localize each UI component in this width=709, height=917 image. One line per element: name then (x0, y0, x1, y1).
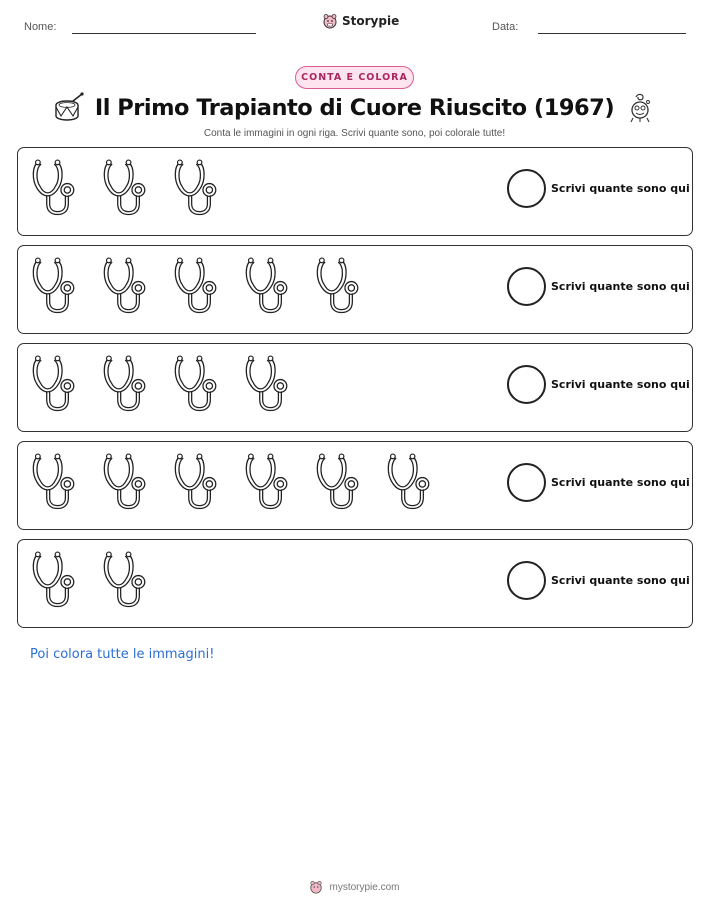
stethoscope-icon[interactable] (243, 450, 302, 516)
stethoscope-icon[interactable] (101, 450, 160, 516)
icon-group (30, 450, 444, 516)
date-label: Data: (492, 21, 519, 33)
answer-label: Scrivi quante sono qui (551, 476, 690, 489)
stethoscope-icon[interactable] (30, 548, 89, 614)
storypie-logo-icon (309, 880, 323, 894)
icon-group (30, 156, 231, 222)
brand-name: Storypie (342, 14, 400, 28)
stethoscope-icon[interactable] (101, 352, 160, 418)
instructions: Conta le immagini in ogni riga. Scrivi quante sono, poi colorale tutte! (203, 128, 506, 139)
counting-row (17, 343, 693, 432)
icon-group (30, 352, 302, 418)
icon-group (30, 548, 160, 614)
stethoscope-icon[interactable] (30, 254, 89, 320)
answer-label: Scrivi quante sono qui (551, 280, 690, 293)
icon-group (30, 254, 373, 320)
storypie-logo-icon (322, 13, 338, 29)
answer-circle[interactable] (507, 365, 546, 404)
stethoscope-icon[interactable] (243, 254, 302, 320)
stethoscope-icon[interactable] (314, 254, 373, 320)
answer-circle[interactable] (507, 267, 546, 306)
name-label: Nome: (24, 21, 57, 33)
footer-note: Poi colora tutte le immagini! (30, 647, 215, 662)
drum-icon (53, 92, 85, 124)
name-line[interactable] (72, 33, 256, 34)
stethoscope-icon[interactable] (172, 156, 231, 222)
doodle-icon (624, 92, 656, 124)
activity-tag (295, 66, 414, 89)
title-row (0, 91, 709, 125)
counting-rows (17, 147, 693, 637)
stethoscope-icon[interactable] (30, 156, 89, 222)
stethoscope-icon[interactable] (30, 352, 89, 418)
site-url: mystorypie.com (329, 881, 400, 893)
brand (322, 13, 399, 29)
stethoscope-icon[interactable] (101, 548, 160, 614)
stethoscope-icon[interactable] (385, 450, 444, 516)
counting-row (17, 539, 693, 628)
activity-tag-label: CONTA E COLORA (301, 72, 408, 83)
answer-circle[interactable] (507, 561, 546, 600)
answer-label: Scrivi quante sono qui (551, 378, 690, 391)
stethoscope-icon[interactable] (172, 450, 231, 516)
counting-row (17, 441, 693, 530)
counting-row (17, 245, 693, 334)
stethoscope-icon[interactable] (101, 254, 160, 320)
footer-brand (0, 880, 709, 894)
stethoscope-icon[interactable] (172, 254, 231, 320)
counting-row (17, 147, 693, 236)
page-title: Il Primo Trapianto di Cuore Riuscito (1967) (94, 95, 615, 121)
stethoscope-icon[interactable] (101, 156, 160, 222)
stethoscope-icon[interactable] (30, 450, 89, 516)
answer-circle[interactable] (507, 463, 546, 502)
stethoscope-icon[interactable] (172, 352, 231, 418)
answer-circle[interactable] (507, 169, 546, 208)
stethoscope-icon[interactable] (314, 450, 373, 516)
answer-label: Scrivi quante sono qui (551, 574, 690, 587)
answer-label: Scrivi quante sono qui (551, 182, 690, 195)
stethoscope-icon[interactable] (243, 352, 302, 418)
date-line[interactable] (538, 33, 686, 34)
